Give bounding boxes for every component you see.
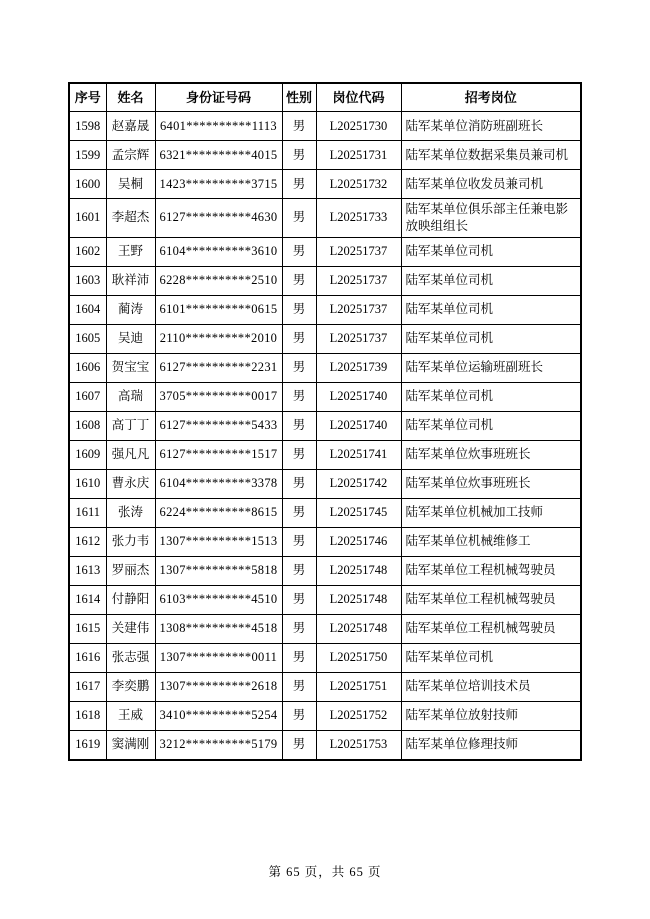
cell-serial: 1602 — [69, 237, 106, 266]
cell-job-title: 陆军某单位司机 — [401, 643, 581, 672]
cell-job-title: 陆军某单位收发员兼司机 — [401, 170, 581, 199]
cell-job-title: 陆军某单位司机 — [401, 324, 581, 353]
cell-serial: 1606 — [69, 353, 106, 382]
cell-gender: 男 — [282, 469, 316, 498]
cell-job-title: 陆军某单位运输班副班长 — [401, 353, 581, 382]
cell-id-number: 6127**********4630 — [155, 199, 282, 238]
cell-job-code: L20251745 — [316, 498, 401, 527]
cell-name: 王威 — [106, 701, 155, 730]
cell-name: 吴桐 — [106, 170, 155, 199]
cell-job-code: L20251732 — [316, 170, 401, 199]
cell-id-number: 1308**********4518 — [155, 614, 282, 643]
table-row — [69, 498, 581, 527]
cell-name: 赵嘉晟 — [106, 112, 155, 141]
cell-job-code: L20251740 — [316, 382, 401, 411]
cell-serial: 1613 — [69, 556, 106, 585]
cell-job-code: L20251737 — [316, 237, 401, 266]
cell-gender: 男 — [282, 199, 316, 238]
table-row — [69, 614, 581, 643]
column-header: 姓名 — [106, 83, 155, 112]
cell-name: 吴迪 — [106, 324, 155, 353]
cell-gender: 男 — [282, 643, 316, 672]
table-row — [69, 701, 581, 730]
cell-gender: 男 — [282, 614, 316, 643]
cell-gender: 男 — [282, 527, 316, 556]
cell-job-code: L20251740 — [316, 411, 401, 440]
cell-serial: 1605 — [69, 324, 106, 353]
cell-serial: 1598 — [69, 112, 106, 141]
column-header: 身份证号码 — [155, 83, 282, 112]
cell-serial: 1604 — [69, 295, 106, 324]
cell-serial: 1616 — [69, 643, 106, 672]
cell-serial: 1614 — [69, 585, 106, 614]
cell-job-title: 陆军某单位炊事班班长 — [401, 469, 581, 498]
cell-gender: 男 — [282, 266, 316, 295]
cell-id-number: 6101**********0615 — [155, 295, 282, 324]
cell-id-number: 6127**********2231 — [155, 353, 282, 382]
table-row — [69, 585, 581, 614]
cell-gender: 男 — [282, 701, 316, 730]
cell-serial: 1610 — [69, 469, 106, 498]
cell-id-number: 6401**********1113 — [155, 112, 282, 141]
cell-id-number: 6103**********4510 — [155, 585, 282, 614]
cell-id-number: 1307**********2618 — [155, 672, 282, 701]
cell-id-number: 6127**********5433 — [155, 411, 282, 440]
table-row — [69, 556, 581, 585]
cell-name: 关建伟 — [106, 614, 155, 643]
table-row — [69, 199, 581, 238]
cell-job-title: 陆军某单位放射技师 — [401, 701, 581, 730]
cell-job-code: L20251737 — [316, 266, 401, 295]
cell-job-title: 陆军某单位司机 — [401, 237, 581, 266]
cell-name: 高丁丁 — [106, 411, 155, 440]
cell-job-title: 陆军某单位司机 — [401, 411, 581, 440]
cell-name: 王野 — [106, 237, 155, 266]
cell-job-title: 陆军某单位工程机械驾驶员 — [401, 614, 581, 643]
cell-id-number: 1423**********3715 — [155, 170, 282, 199]
cell-gender: 男 — [282, 324, 316, 353]
cell-name: 蔺涛 — [106, 295, 155, 324]
cell-job-title: 陆军某单位培训技术员 — [401, 672, 581, 701]
table-row — [69, 353, 581, 382]
cell-serial: 1611 — [69, 498, 106, 527]
cell-id-number: 1307**********5818 — [155, 556, 282, 585]
cell-gender: 男 — [282, 237, 316, 266]
cell-serial: 1601 — [69, 199, 106, 238]
cell-job-code: L20251737 — [316, 295, 401, 324]
table-row — [69, 643, 581, 672]
cell-serial: 1609 — [69, 440, 106, 469]
cell-gender: 男 — [282, 585, 316, 614]
cell-job-code: L20251748 — [316, 585, 401, 614]
table-row — [69, 266, 581, 295]
cell-name: 付静阳 — [106, 585, 155, 614]
cell-job-title: 陆军某单位机械维修工 — [401, 527, 581, 556]
cell-serial: 1608 — [69, 411, 106, 440]
table-row — [69, 295, 581, 324]
cell-job-title: 陆军某单位炊事班班长 — [401, 440, 581, 469]
cell-name: 强凡凡 — [106, 440, 155, 469]
cell-job-title: 陆军某单位工程机械驾驶员 — [401, 556, 581, 585]
cell-gender: 男 — [282, 112, 316, 141]
cell-job-title: 陆军某单位司机 — [401, 266, 581, 295]
cell-gender: 男 — [282, 295, 316, 324]
cell-serial: 1617 — [69, 672, 106, 701]
cell-gender: 男 — [282, 353, 316, 382]
cell-name: 李超杰 — [106, 199, 155, 238]
cell-gender: 男 — [282, 498, 316, 527]
cell-id-number: 6104**********3378 — [155, 469, 282, 498]
cell-serial: 1618 — [69, 701, 106, 730]
table-row — [69, 672, 581, 701]
cell-gender: 男 — [282, 556, 316, 585]
cell-job-title: 陆军某单位俱乐部主任兼电影放映组组长 — [401, 199, 581, 238]
table-row — [69, 141, 581, 170]
table-header-row — [69, 83, 581, 112]
cell-job-code: L20251752 — [316, 701, 401, 730]
cell-id-number: 1307**********0011 — [155, 643, 282, 672]
cell-name: 窦满刚 — [106, 730, 155, 760]
cell-name: 耿祥沛 — [106, 266, 155, 295]
cell-id-number: 3705**********0017 — [155, 382, 282, 411]
cell-gender: 男 — [282, 440, 316, 469]
cell-name: 孟宗辉 — [106, 141, 155, 170]
cell-serial: 1603 — [69, 266, 106, 295]
cell-job-title: 陆军某单位数据采集员兼司机 — [401, 141, 581, 170]
cell-id-number: 2110**********2010 — [155, 324, 282, 353]
column-header: 性别 — [282, 83, 316, 112]
cell-job-code: L20251737 — [316, 324, 401, 353]
cell-job-title: 陆军某单位修理技师 — [401, 730, 581, 760]
cell-job-title: 陆军某单位司机 — [401, 382, 581, 411]
cell-gender: 男 — [282, 141, 316, 170]
cell-gender: 男 — [282, 730, 316, 760]
cell-job-title: 陆军某单位工程机械驾驶员 — [401, 585, 581, 614]
cell-job-code: L20251739 — [316, 353, 401, 382]
cell-id-number: 6321**********4015 — [155, 141, 282, 170]
recruitment-roster-table — [68, 82, 582, 761]
cell-id-number: 3212**********5179 — [155, 730, 282, 760]
cell-gender: 男 — [282, 672, 316, 701]
column-header: 岗位代码 — [316, 83, 401, 112]
cell-name: 贺宝宝 — [106, 353, 155, 382]
cell-job-code: L20251748 — [316, 614, 401, 643]
table-row — [69, 411, 581, 440]
table-body — [69, 112, 581, 760]
cell-name: 曹永庆 — [106, 469, 155, 498]
cell-id-number: 6127**********1517 — [155, 440, 282, 469]
cell-name: 李奕鹏 — [106, 672, 155, 701]
cell-job-code: L20251741 — [316, 440, 401, 469]
cell-serial: 1599 — [69, 141, 106, 170]
cell-serial: 1615 — [69, 614, 106, 643]
table-row — [69, 324, 581, 353]
column-header: 序号 — [69, 83, 106, 112]
cell-name: 罗丽杰 — [106, 556, 155, 585]
cell-job-title: 陆军某单位司机 — [401, 295, 581, 324]
table-row — [69, 112, 581, 141]
cell-id-number: 6104**********3610 — [155, 237, 282, 266]
cell-name: 张涛 — [106, 498, 155, 527]
cell-job-code: L20251731 — [316, 141, 401, 170]
table-row — [69, 469, 581, 498]
table-row — [69, 237, 581, 266]
cell-id-number: 6228**********2510 — [155, 266, 282, 295]
cell-job-title: 陆军某单位机械加工技师 — [401, 498, 581, 527]
table-row — [69, 730, 581, 760]
cell-serial: 1612 — [69, 527, 106, 556]
cell-serial: 1600 — [69, 170, 106, 199]
cell-job-code: L20251750 — [316, 643, 401, 672]
column-header: 招考岗位 — [401, 83, 581, 112]
cell-id-number: 1307**********1513 — [155, 527, 282, 556]
cell-job-title: 陆军某单位消防班副班长 — [401, 112, 581, 141]
cell-name: 张志强 — [106, 643, 155, 672]
cell-job-code: L20251733 — [316, 199, 401, 238]
cell-gender: 男 — [282, 382, 316, 411]
cell-serial: 1607 — [69, 382, 106, 411]
cell-job-code: L20251730 — [316, 112, 401, 141]
cell-job-code: L20251748 — [316, 556, 401, 585]
table-row — [69, 170, 581, 199]
cell-job-code: L20251746 — [316, 527, 401, 556]
cell-id-number: 3410**********5254 — [155, 701, 282, 730]
table-row — [69, 440, 581, 469]
cell-serial: 1619 — [69, 730, 106, 760]
cell-name: 高瑞 — [106, 382, 155, 411]
page-number-footer: 第 65 页，共 65 页 — [268, 865, 382, 879]
cell-gender: 男 — [282, 411, 316, 440]
cell-job-code: L20251753 — [316, 730, 401, 760]
cell-job-code: L20251742 — [316, 469, 401, 498]
cell-id-number: 6224**********8615 — [155, 498, 282, 527]
cell-name: 张力韦 — [106, 527, 155, 556]
table-row — [69, 527, 581, 556]
cell-job-code: L20251751 — [316, 672, 401, 701]
table-row — [69, 382, 581, 411]
cell-gender: 男 — [282, 170, 316, 199]
